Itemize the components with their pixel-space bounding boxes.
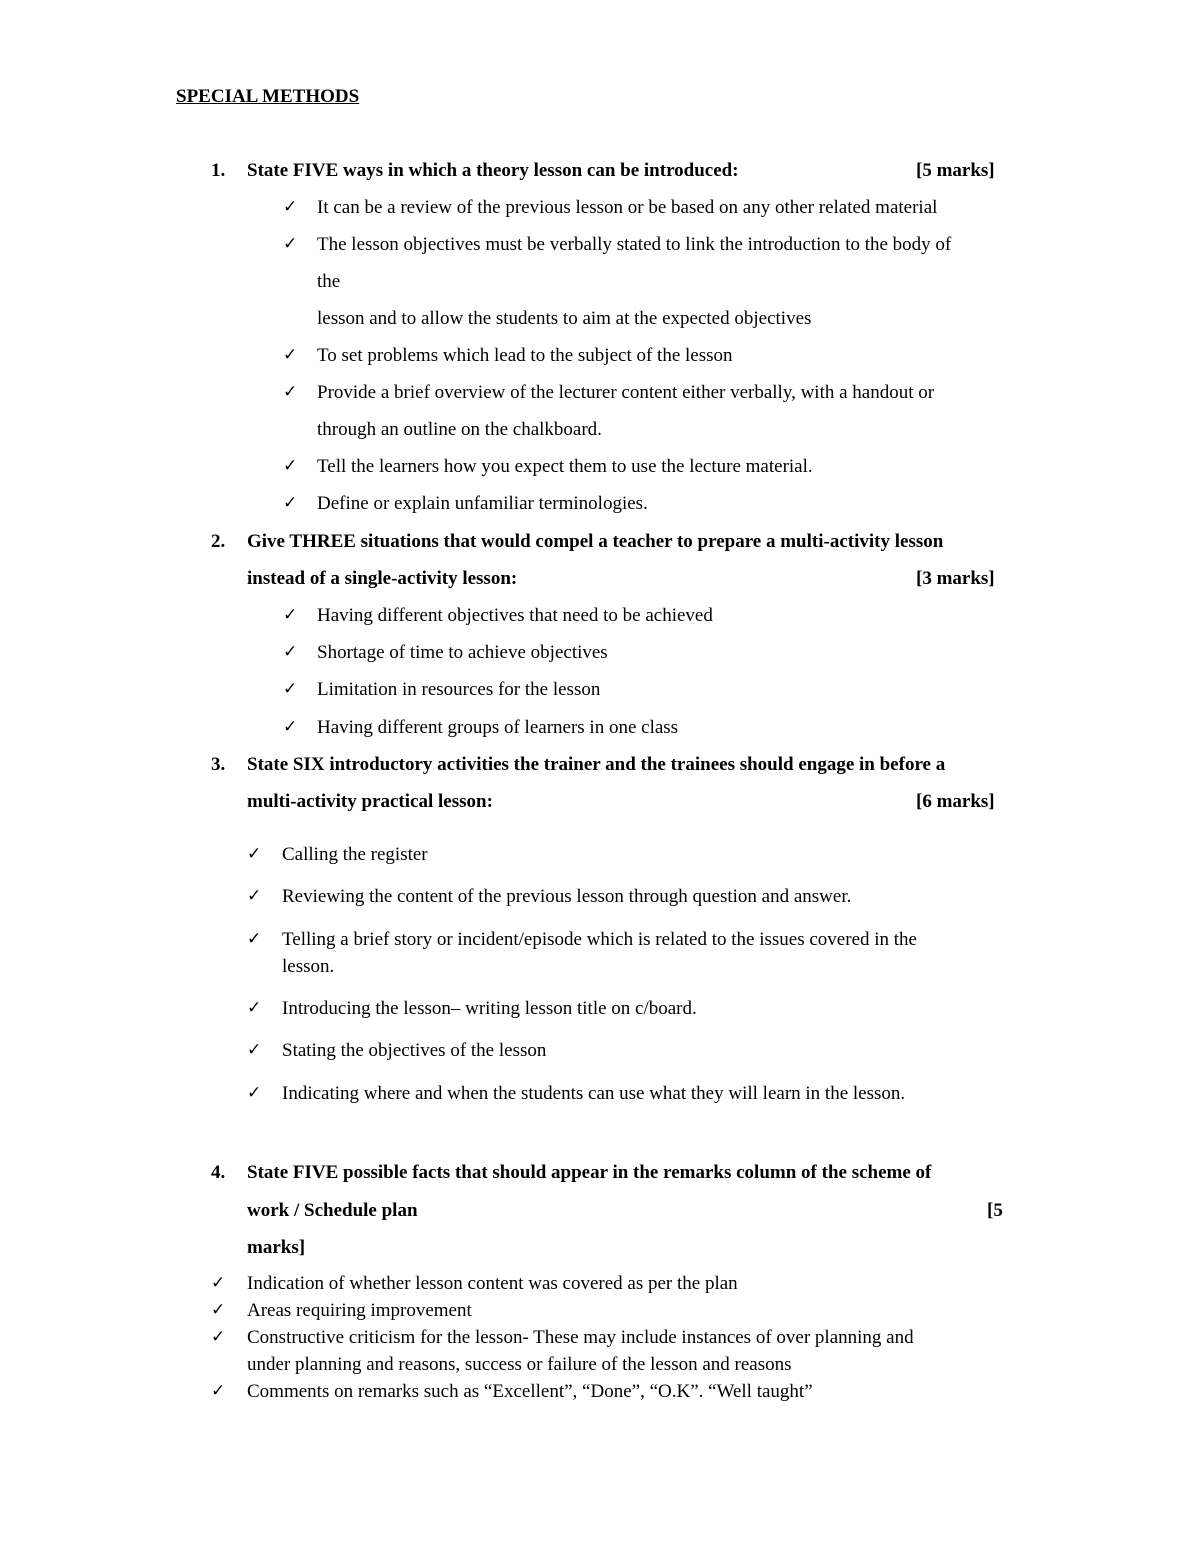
checkmark-icon: ✓ [283,605,298,625]
q3-answer-3: Telling a brief story or incident/episode which is related to the issues covered in the [282,929,917,950]
question-1-marks: [5 marks] [916,160,995,181]
q3-answer-3-continued: lesson. [282,956,335,977]
checkmark-icon: ✓ [211,1381,226,1401]
q4-answer-1: Indication of whether lesson content was covered as per the plan [247,1273,738,1294]
checkmark-icon: ✓ [283,197,298,217]
question-3-number: 3. [211,754,226,775]
q1-answer-2-continued: lesson and to allow the students to aim at the expected objectives [317,308,812,329]
question-2-number: 2. [211,531,226,552]
q1-answer-5: Tell the learners how you expect them to use the lecture material. [317,456,813,477]
checkmark-icon: ✓ [283,345,298,365]
q2-answer-3: Limitation in resources for the lesson [317,679,601,700]
q1-answer-1: It can be a review of the previous lesson or be based on any other related material [317,197,938,218]
q3-answer-2: Reviewing the content of the previous lesson through question and answer. [282,886,852,907]
q4-answer-4: Comments on remarks such as “Excellent”, “Done”, “O.K”. “Well taught” [247,1381,813,1402]
checkmark-icon: ✓ [211,1300,226,1320]
q1-answer-2: The lesson objectives must be verbally stated to link the introduction to the body of [317,234,952,255]
question-2-text: Give THREE situations that would compel a teacher to prepare a multi-activity lesson [247,531,944,552]
q3-answer-4: Introducing the lesson– writing lesson title on c/board. [282,998,697,1019]
question-2-text-continued: instead of a single-activity lesson: [247,568,518,589]
question-3-text: State SIX introductory activities the trainer and the trainees should engage in before a [247,754,946,775]
checkmark-icon: ✓ [283,493,298,513]
checkmark-icon: ✓ [247,1040,262,1060]
q2-answer-1: Having different objectives that need to be achieved [317,605,713,626]
question-3-marks: [6 marks] [916,791,995,812]
question-4-text-continued: work / Schedule plan [247,1200,418,1221]
checkmark-icon: ✓ [283,679,298,699]
checkmark-icon: ✓ [247,1083,262,1103]
q3-answer-6: Indicating where and when the students can use what they will learn in the lesson. [282,1083,906,1104]
q4-answer-3: Constructive criticism for the lesson- These may include instances of over planning and [247,1327,914,1348]
checkmark-icon: ✓ [283,456,298,476]
checkmark-icon: ✓ [247,998,262,1018]
q1-answer-4-continued: through an outline on the chalkboard. [317,419,602,440]
checkmark-icon: ✓ [283,717,298,737]
q3-answer-1: Calling the register [282,844,428,865]
question-2-marks: [3 marks] [916,568,995,589]
q1-answer-3: To set problems which lead to the subject of the lesson [317,345,733,366]
checkmark-icon: ✓ [283,234,298,254]
question-1-number: 1. [211,160,226,181]
q3-answer-5: Stating the objectives of the lesson [282,1040,547,1061]
q2-answer-4: Having different groups of learners in one class [317,717,679,738]
q1-answer-4: Provide a brief overview of the lecturer content either verbally, with a handout or [317,382,935,403]
checkmark-icon: ✓ [283,642,298,662]
q2-answer-2: Shortage of time to achieve objectives [317,642,608,663]
checkmark-icon: ✓ [283,382,298,402]
question-4-text: State FIVE possible facts that should appear in the remarks column of the scheme of [247,1162,932,1183]
q1-answer-2-continued: the [317,271,341,292]
checkmark-icon: ✓ [211,1327,226,1347]
checkmark-icon: ✓ [211,1273,226,1293]
q1-answer-6: Define or explain unfamiliar terminologies. [317,493,648,514]
question-4-number: 4. [211,1162,226,1183]
question-3-text-continued: multi-activity practical lesson: [247,791,493,812]
question-4-marks: [5 [987,1200,1003,1221]
checkmark-icon: ✓ [247,844,262,864]
checkmark-icon: ✓ [247,929,262,949]
q4-answer-3-continued: under planning and reasons, success or failure of the lesson and reasons [247,1354,792,1375]
question-1-text: State FIVE ways in which a theory lesson can be introduced: [247,160,739,181]
checkmark-icon: ✓ [247,886,262,906]
document-title: SPECIAL METHODS [176,86,360,107]
question-4-marks-continued: marks] [247,1237,306,1258]
q4-answer-2: Areas requiring improvement [247,1300,472,1321]
